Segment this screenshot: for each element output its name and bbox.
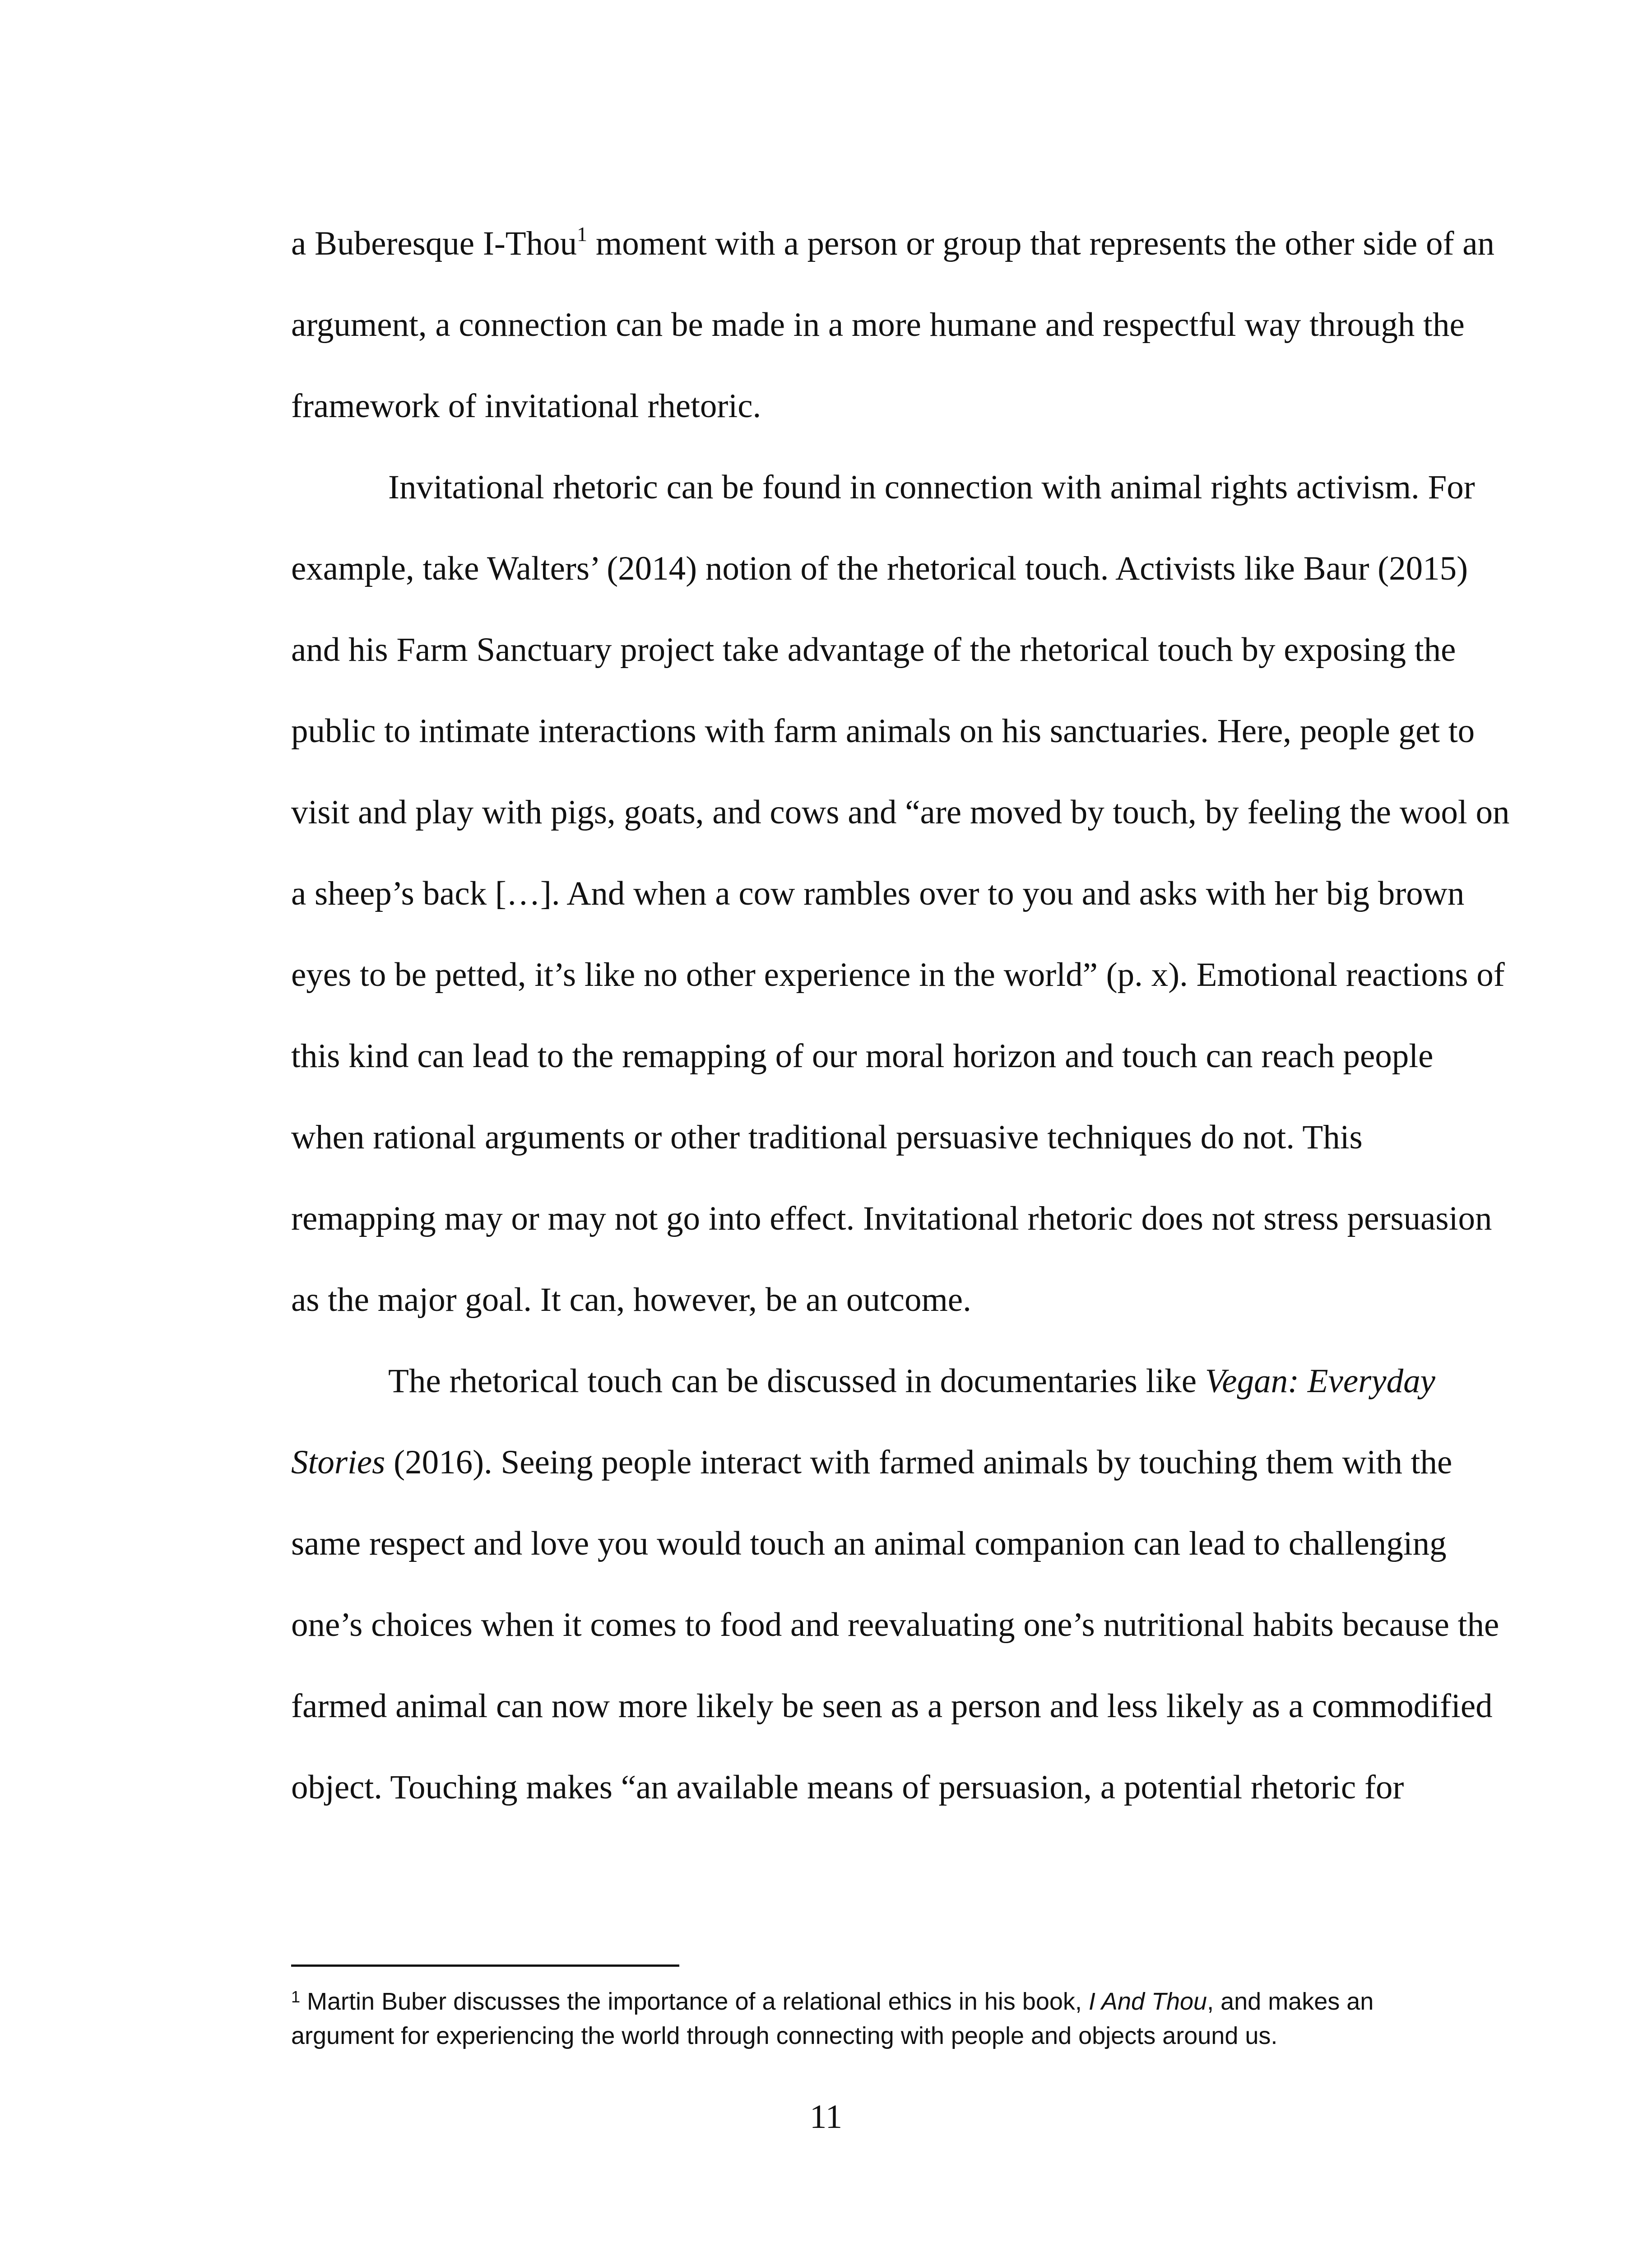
page-number: 11 [809, 2098, 843, 2136]
footnote-line-2: argument for experiencing the world through connecting with people and objects around us. [291, 2022, 1278, 2049]
paragraph-1-line-2: argument, a connection can be made in a more humane and respectful way through the [291, 306, 1465, 344]
text-run: a Buberesque I-Thou [291, 225, 577, 262]
paragraph-2-line-8: this kind can lead to the remapping of our moral horizon and touch can reach people [291, 1037, 1434, 1075]
paragraph-1-line-3: framework of invitational rhetoric. [291, 387, 761, 425]
text-run: moment with a person or group that represents the other side of an [587, 225, 1494, 262]
documentary-title: Stories [291, 1444, 385, 1481]
paragraph-2-line-5: visit and play with pigs, goats, and cows and “are moved by touch, by feeling the wool on [291, 794, 1510, 831]
paragraph-2-line-10: remapping may or may not go into effect. Invitational rhetoric does not stress persuasion [291, 1200, 1492, 1237]
documentary-title: Vegan: Everyday [1205, 1362, 1435, 1400]
book-title: I And Thou [1088, 1988, 1207, 2015]
paragraph-3-line-3: same respect and love you would touch an animal companion can lead to challenging [291, 1525, 1447, 1562]
paragraph-3-line-2 [291, 1422, 1510, 1503]
text-run: (2016). Seeing people interact with farmed animals by touching them with the [385, 1444, 1452, 1481]
footnote [291, 1984, 1532, 2053]
paragraph-2-line-9: when rational arguments or other traditional persuasive techniques do not. This [291, 1119, 1363, 1156]
paragraph-2-line-1: Invitational rhetoric can be found in connection with animal rights activism. For [388, 469, 1475, 506]
text-run: Martin Buber discusses the importance of a relational ethics in his book, [300, 1988, 1089, 2015]
footnote-marker: 1 [291, 1988, 301, 2006]
paragraph-3-line-5: farmed animal can now more likely be seen as a person and less likely as a commodified [291, 1687, 1493, 1725]
paragraph-2-line-6: a sheep’s back […]. And when a cow rambles over to you and asks with her big brown [291, 875, 1465, 912]
footnote-reference[interactable]: 1 [577, 223, 588, 246]
paragraph-1-line-1 [291, 203, 1510, 284]
footnote-separator [291, 1964, 679, 1967]
body-text [291, 203, 1510, 1828]
paragraph-2-line-3: and his Farm Sanctuary project take advantage of the rhetorical touch by exposing the [291, 631, 1456, 669]
text-run: , and makes an [1207, 1988, 1374, 2015]
paragraph-3-line-4: one’s choices when it comes to food and reevaluating one’s nutritional habits because the [291, 1606, 1499, 1644]
paragraph-2-line-11: as the major goal. It can, however, be an outcome. [291, 1281, 971, 1319]
paragraph-2-line-4: public to intimate interactions with farm animals on his sanctuaries. Here, people get to [291, 712, 1475, 750]
paragraph-3-line-1 [291, 1341, 1510, 1422]
paragraph-2-line-7: eyes to be petted, it’s like no other experience in the world” (p. x). Emotional reactions of [291, 956, 1505, 994]
text-run: The rhetorical touch can be discussed in documentaries like [388, 1362, 1205, 1400]
paragraph-2-line-2: example, take Walters’ (2014) notion of the rhetorical touch. Activists like Baur (2015) [291, 550, 1468, 587]
footnote-line-1 [291, 1984, 1532, 2019]
paragraph-3-line-6: object. Touching makes “an available means of persuasion, a potential rhetoric for [291, 1769, 1404, 1806]
